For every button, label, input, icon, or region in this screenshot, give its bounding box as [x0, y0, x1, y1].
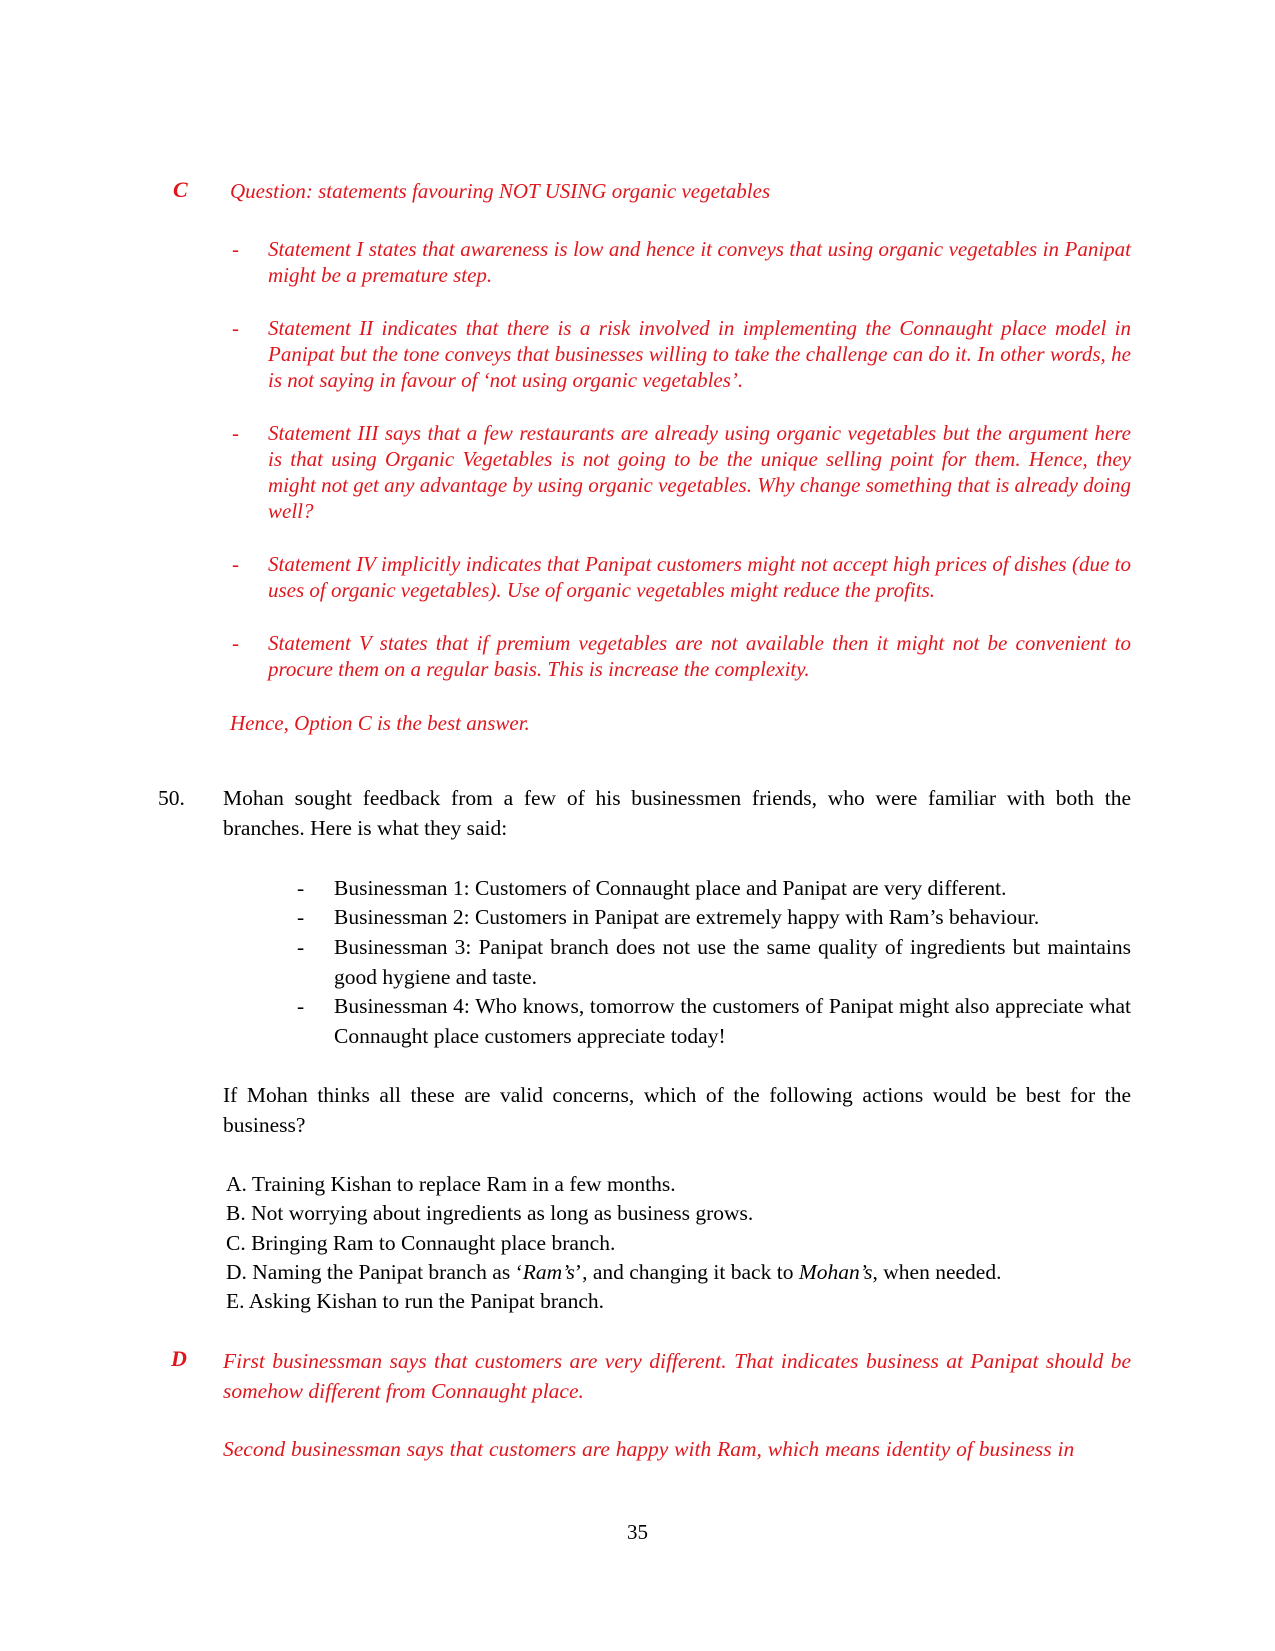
- bullet-dash: -: [232, 237, 239, 261]
- answer-letter-c: C: [173, 177, 188, 202]
- answer-d-paragraph-2: Second businessman says that customers are happy with Ram, which means identity of business in: [223, 1437, 1075, 1461]
- bullet-dash: -: [297, 876, 305, 900]
- answer-c-point-3: Statement III says that a few restaurants are already using organic vegetables but the argument here is that using Organic Vegetables is not going to be the unique selling point for them. Hence, they might not get any advantage by using organic vegetables. Why change something that is already doing well?: [268, 421, 1131, 523]
- bullet-dash: -: [232, 316, 239, 340]
- answer-c-point-4: Statement IV implicitly indicates that Panipat customers might not accept high prices of dishes (due to uses of organic vegetables). Use of organic vegetables might reduce the profits.: [268, 552, 1131, 602]
- option-e: E. Asking Kishan to run the Panipat branch.: [226, 1289, 604, 1313]
- feedback-item-1: Businessman 1: Customers of Connaught place and Panipat are very different.: [334, 876, 1007, 900]
- option-a: A. Training Kishan to replace Ram in a few months.: [226, 1172, 676, 1196]
- option-d: [226, 1257, 1001, 1287]
- option-d-text-3: , when needed.: [872, 1260, 1002, 1284]
- answer-c-point-1: Statement I states that awareness is low and hence it conveys that using organic vegetables in Panipat might be a premature step.: [268, 237, 1131, 287]
- option-d-text-2: ’, and changing it back to: [574, 1260, 799, 1284]
- bullet-dash: -: [232, 552, 239, 576]
- option-c: C. Bringing Ram to Connaught place branch.: [226, 1231, 616, 1255]
- question-intro: Mohan sought feedback from a few of his businessmen friends, who were familiar with both the branches. Here is what they said:: [223, 786, 1131, 840]
- answer-d-paragraph-1: First businessman says that customers are very different. That indicates business at Panipat should be somehow different from Connaught place.: [223, 1349, 1131, 1403]
- bullet-dash: -: [232, 631, 239, 655]
- feedback-item-3: Businessman 3: Panipat branch does not use the same quality of ingredients but maintains good hygiene and taste.: [334, 935, 1131, 989]
- page-number: 35: [627, 1520, 648, 1544]
- feedback-item-2: Businessman 2: Customers in Panipat are extremely happy with Ram’s behaviour.: [334, 905, 1040, 929]
- bullet-dash: -: [297, 935, 305, 959]
- question-prompt: If Mohan thinks all these are valid concerns, which of the following actions would be best for the business?: [223, 1083, 1131, 1137]
- option-b: B. Not worrying about ingredients as long as business grows.: [226, 1201, 754, 1225]
- bullet-dash: -: [232, 421, 239, 445]
- question-number: 50.: [158, 786, 185, 810]
- answer-c-point-2: Statement II indicates that there is a risk involved in implementing the Connaught place model in Panipat but the tone conveys that businesses willing to take the challenge can do it. In other words, he is not saying in favour of ‘not using organic vegetables’.: [268, 316, 1131, 392]
- answer-letter-d: D: [171, 1346, 187, 1371]
- bullet-dash: -: [297, 905, 305, 929]
- feedback-item-4: Businessman 4: Who knows, tomorrow the customers of Panipat might also appreciate what Connaught place customers appreciate today!: [334, 994, 1131, 1048]
- option-d-mohans: Mohan’s: [798, 1260, 873, 1284]
- option-d-text-1: D. Naming the Panipat branch as ‘: [226, 1260, 523, 1284]
- option-d-rams: Ram’s: [522, 1260, 575, 1284]
- answer-c-conclusion: Hence, Option C is the best answer.: [230, 711, 530, 735]
- answer-c-question: Question: statements favouring NOT USING organic vegetables: [230, 179, 771, 203]
- answer-c-point-5: Statement V states that if premium vegetables are not available then it might not be convenient to procure them on a regular basis. This is increase the complexity.: [268, 631, 1131, 681]
- bullet-dash: -: [297, 994, 305, 1018]
